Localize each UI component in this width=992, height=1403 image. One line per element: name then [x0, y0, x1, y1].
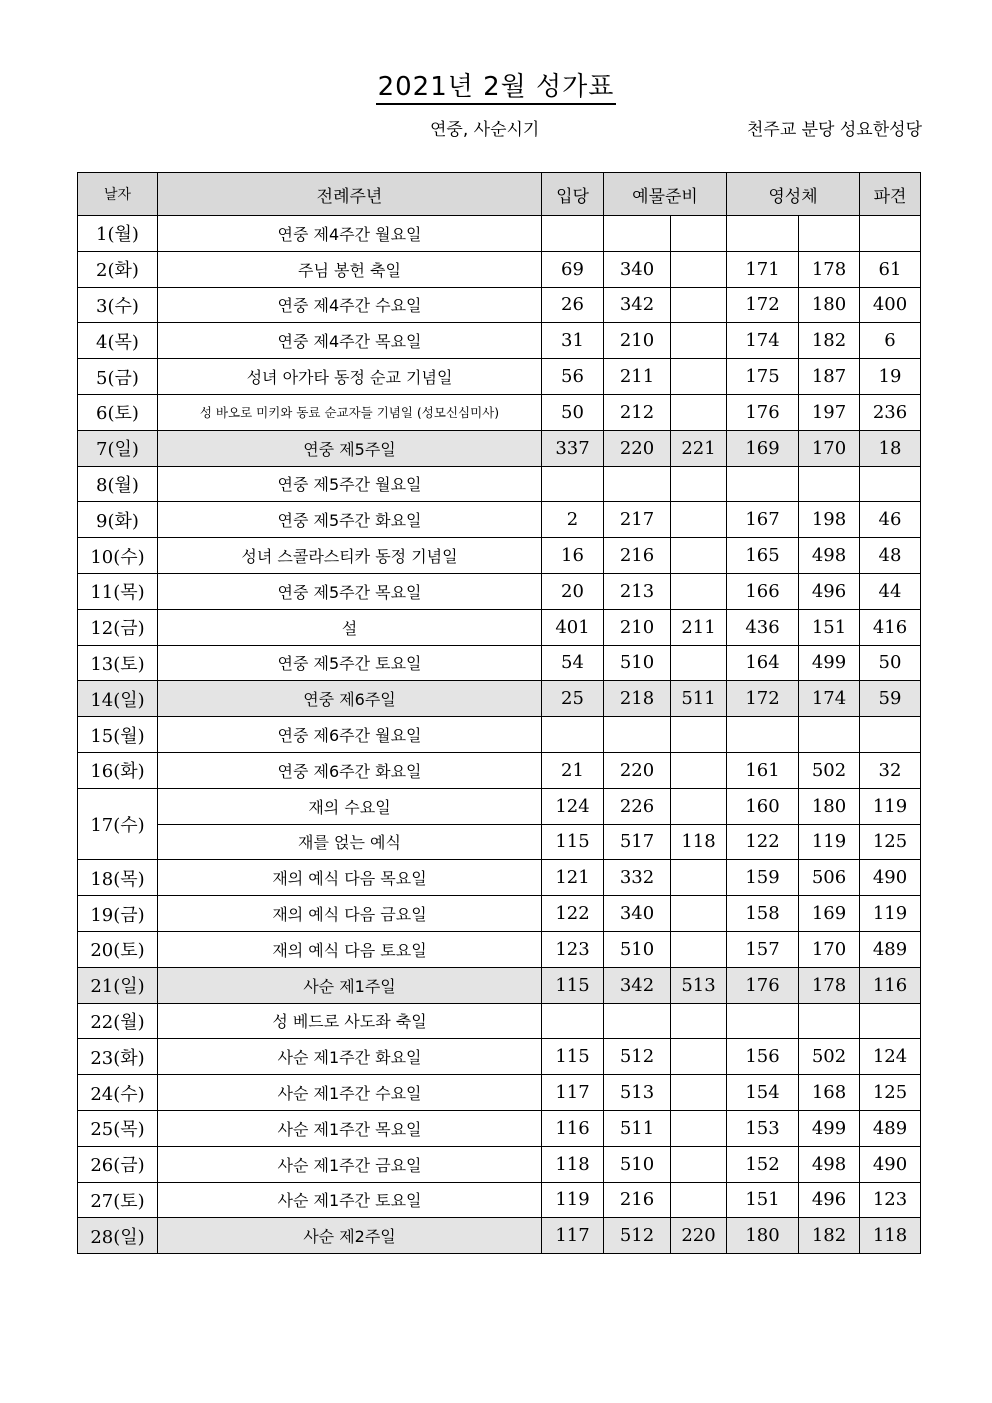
entrance-cell: 118 — [542, 1146, 604, 1182]
communion-cell: 167 — [727, 502, 799, 538]
dismissal-cell: 489 — [860, 931, 921, 967]
communion-cell: 502 — [799, 752, 860, 788]
entrance-cell: 117 — [542, 1218, 604, 1254]
dismissal-cell: 125 — [860, 1075, 921, 1111]
offertory-cell: 217 — [604, 502, 671, 538]
communion-cell: 151 — [799, 609, 860, 645]
dismissal-cell: 50 — [860, 645, 921, 681]
communion-cell: 159 — [727, 860, 799, 896]
offertory-cell — [671, 1110, 727, 1146]
offertory-cell — [671, 1075, 727, 1111]
liturgy-cell: 사순 제1주간 금요일 — [158, 1146, 542, 1182]
communion-cell — [727, 466, 799, 502]
entrance-cell: 123 — [542, 931, 604, 967]
offertory-cell — [671, 1182, 727, 1218]
parish-label: 천주교 분당 성요한성당 — [746, 120, 922, 140]
offertory-cell: 340 — [604, 251, 671, 287]
date-cell: 15(월) — [78, 717, 158, 753]
communion-cell — [799, 216, 860, 252]
offertory-cell — [604, 1003, 671, 1039]
offertory-cell: 211 — [671, 609, 727, 645]
offertory-cell — [671, 502, 727, 538]
offertory-cell — [671, 896, 727, 932]
communion-cell: 182 — [799, 1218, 860, 1254]
table-row — [78, 1110, 921, 1146]
offertory-cell: 118 — [671, 824, 727, 860]
liturgy-cell: 재의 예식 다음 목요일 — [158, 860, 542, 896]
header-dismissal: 파견 — [860, 173, 921, 216]
offertory-cell: 513 — [604, 1075, 671, 1111]
offertory-cell: 220 — [671, 1218, 727, 1254]
table-row — [78, 573, 921, 609]
communion-cell: 154 — [727, 1075, 799, 1111]
liturgy-cell: 연중 제4주간 수요일 — [158, 287, 542, 323]
offertory-cell: 332 — [604, 860, 671, 896]
communion-cell: 178 — [799, 251, 860, 287]
offertory-cell — [671, 1146, 727, 1182]
communion-cell: 119 — [799, 824, 860, 860]
header-communion: 영성체 — [727, 173, 860, 216]
communion-cell: 170 — [799, 430, 860, 466]
table-row — [78, 323, 921, 359]
communion-cell: 180 — [799, 788, 860, 824]
hymn-schedule-table — [77, 172, 921, 1254]
communion-cell: 161 — [727, 752, 799, 788]
liturgy-cell: 연중 제5주일 — [158, 430, 542, 466]
offertory-cell — [604, 466, 671, 502]
liturgy-cell: 설 — [158, 609, 542, 645]
offertory-cell: 221 — [671, 430, 727, 466]
communion-cell: 152 — [727, 1146, 799, 1182]
table-row — [78, 359, 921, 395]
offertory-cell — [671, 323, 727, 359]
date-cell: 23(화) — [78, 1039, 158, 1075]
dismissal-cell — [860, 717, 921, 753]
date-cell: 18(목) — [78, 860, 158, 896]
table-row — [78, 681, 921, 717]
communion-cell: 165 — [727, 538, 799, 574]
offertory-cell — [671, 466, 727, 502]
entrance-cell — [542, 717, 604, 753]
communion-cell: 172 — [727, 681, 799, 717]
schedule-body — [78, 216, 921, 1254]
table-row — [78, 466, 921, 502]
header-liturgy: 전례주년 — [158, 173, 542, 216]
communion-cell: 169 — [799, 896, 860, 932]
offertory-cell: 342 — [604, 287, 671, 323]
table-row — [78, 752, 921, 788]
table-row — [78, 896, 921, 932]
date-cell: 3(수) — [78, 287, 158, 323]
date-cell: 28(일) — [78, 1218, 158, 1254]
date-cell: 11(목) — [78, 573, 158, 609]
header-offertory: 예물준비 — [604, 173, 727, 216]
communion-cell: 502 — [799, 1039, 860, 1075]
table-row — [78, 645, 921, 681]
table-row — [78, 287, 921, 323]
liturgy-cell: 성녀 스콜라스티카 동정 기념일 — [158, 538, 542, 574]
communion-cell: 164 — [727, 645, 799, 681]
liturgy-cell: 사순 제1주일 — [158, 967, 542, 1003]
offertory-cell: 216 — [604, 538, 671, 574]
entrance-cell: 115 — [542, 967, 604, 1003]
liturgy-cell: 주님 봉헌 축일 — [158, 251, 542, 287]
communion-cell: 171 — [727, 251, 799, 287]
communion-cell: 498 — [799, 538, 860, 574]
offertory-cell: 212 — [604, 394, 671, 430]
entrance-cell: 2 — [542, 502, 604, 538]
communion-cell: 496 — [799, 573, 860, 609]
entrance-cell: 54 — [542, 645, 604, 681]
date-cell: 7(일) — [78, 430, 158, 466]
title-text: 2021년 2월 성가표 — [376, 72, 617, 105]
date-cell: 10(수) — [78, 538, 158, 574]
table-row — [78, 251, 921, 287]
offertory-cell: 517 — [604, 824, 671, 860]
date-cell: 5(금) — [78, 359, 158, 395]
dismissal-cell: 400 — [860, 287, 921, 323]
communion-cell — [799, 1003, 860, 1039]
table-row — [78, 1075, 921, 1111]
communion-cell: 176 — [727, 967, 799, 1003]
offertory-cell — [671, 717, 727, 753]
liturgy-cell: 연중 제4주간 월요일 — [158, 216, 542, 252]
dismissal-cell: 119 — [860, 788, 921, 824]
entrance-cell: 21 — [542, 752, 604, 788]
entrance-cell: 119 — [542, 1182, 604, 1218]
offertory-cell: 512 — [604, 1039, 671, 1075]
dismissal-cell: 18 — [860, 430, 921, 466]
entrance-cell: 25 — [542, 681, 604, 717]
dismissal-cell: 46 — [860, 502, 921, 538]
liturgy-cell: 성 베드로 사도좌 축일 — [158, 1003, 542, 1039]
communion-cell: 176 — [727, 394, 799, 430]
communion-cell: 151 — [727, 1182, 799, 1218]
date-cell: 8(월) — [78, 466, 158, 502]
offertory-cell: 213 — [604, 573, 671, 609]
offertory-cell — [671, 1039, 727, 1075]
date-cell: 17(수) — [78, 788, 158, 860]
offertory-cell: 220 — [604, 430, 671, 466]
date-cell: 14(일) — [78, 681, 158, 717]
offertory-cell: 512 — [604, 1218, 671, 1254]
liturgy-cell: 사순 제1주간 목요일 — [158, 1110, 542, 1146]
date-cell: 1(월) — [78, 216, 158, 252]
entrance-cell: 121 — [542, 860, 604, 896]
communion-cell: 174 — [727, 323, 799, 359]
entrance-cell: 337 — [542, 430, 604, 466]
offertory-cell — [671, 216, 727, 252]
offertory-cell — [671, 860, 727, 896]
communion-cell: 180 — [799, 287, 860, 323]
table-row — [78, 931, 921, 967]
communion-cell — [727, 1003, 799, 1039]
entrance-cell: 116 — [542, 1110, 604, 1146]
liturgy-cell: 사순 제1주간 화요일 — [158, 1039, 542, 1075]
liturgy-cell: 재의 예식 다음 금요일 — [158, 896, 542, 932]
table-row — [78, 717, 921, 753]
table-row — [78, 1003, 921, 1039]
table-row — [78, 538, 921, 574]
dismissal-cell: 59 — [860, 681, 921, 717]
table-row — [78, 502, 921, 538]
season-label: 연중, 사순시기 — [430, 120, 540, 140]
date-cell: 2(화) — [78, 251, 158, 287]
dismissal-cell: 125 — [860, 824, 921, 860]
table-row — [78, 860, 921, 896]
table-row — [78, 824, 921, 860]
communion-cell: 175 — [727, 359, 799, 395]
communion-cell: 170 — [799, 931, 860, 967]
date-cell: 25(목) — [78, 1110, 158, 1146]
table-row — [78, 216, 921, 252]
dismissal-cell: 124 — [860, 1039, 921, 1075]
offertory-cell — [671, 538, 727, 574]
communion-cell — [799, 717, 860, 753]
offertory-cell — [671, 788, 727, 824]
offertory-cell — [671, 752, 727, 788]
communion-cell: 496 — [799, 1182, 860, 1218]
table-row — [78, 609, 921, 645]
table-row — [78, 788, 921, 824]
liturgy-cell: 연중 제4주간 목요일 — [158, 323, 542, 359]
offertory-cell: 511 — [671, 681, 727, 717]
communion-cell: 506 — [799, 860, 860, 896]
dismissal-cell: 44 — [860, 573, 921, 609]
entrance-cell: 56 — [542, 359, 604, 395]
dismissal-cell: 32 — [860, 752, 921, 788]
dismissal-cell: 116 — [860, 967, 921, 1003]
dismissal-cell: 19 — [860, 359, 921, 395]
entrance-cell: 115 — [542, 824, 604, 860]
dismissal-cell — [860, 466, 921, 502]
entrance-cell: 26 — [542, 287, 604, 323]
communion-cell: 166 — [727, 573, 799, 609]
communion-cell: 499 — [799, 645, 860, 681]
header-date: 날자 — [78, 173, 158, 216]
offertory-cell: 511 — [604, 1110, 671, 1146]
dismissal-cell: 119 — [860, 896, 921, 932]
header-row — [78, 173, 921, 216]
communion-cell: 156 — [727, 1039, 799, 1075]
liturgy-cell: 연중 제6주간 월요일 — [158, 717, 542, 753]
date-cell: 24(수) — [78, 1075, 158, 1111]
offertory-cell: 210 — [604, 323, 671, 359]
communion-cell: 174 — [799, 681, 860, 717]
communion-cell: 499 — [799, 1110, 860, 1146]
page-title — [0, 66, 992, 103]
communion-cell: 182 — [799, 323, 860, 359]
offertory-cell: 342 — [604, 967, 671, 1003]
date-cell: 21(일) — [78, 967, 158, 1003]
dismissal-cell — [860, 216, 921, 252]
entrance-cell: 50 — [542, 394, 604, 430]
communion-cell: 122 — [727, 824, 799, 860]
liturgy-cell: 사순 제1주간 수요일 — [158, 1075, 542, 1111]
liturgy-cell: 재의 수요일 — [158, 788, 542, 824]
offertory-cell: 218 — [604, 681, 671, 717]
entrance-cell — [542, 216, 604, 252]
dismissal-cell: 236 — [860, 394, 921, 430]
entrance-cell: 31 — [542, 323, 604, 359]
communion-cell: 198 — [799, 502, 860, 538]
dismissal-cell: 118 — [860, 1218, 921, 1254]
liturgy-cell: 성녀 아가타 동정 순교 기념일 — [158, 359, 542, 395]
entrance-cell: 124 — [542, 788, 604, 824]
offertory-cell — [671, 394, 727, 430]
offertory-cell — [671, 1003, 727, 1039]
table-row — [78, 430, 921, 466]
communion-cell: 498 — [799, 1146, 860, 1182]
liturgy-cell: 사순 제1주간 토요일 — [158, 1182, 542, 1218]
offertory-cell: 510 — [604, 1146, 671, 1182]
offertory-cell: 226 — [604, 788, 671, 824]
liturgy-cell: 연중 제5주간 목요일 — [158, 573, 542, 609]
offertory-cell — [604, 216, 671, 252]
liturgy-cell: 연중 제5주간 월요일 — [158, 466, 542, 502]
date-cell: 26(금) — [78, 1146, 158, 1182]
header-entrance: 입당 — [542, 173, 604, 216]
entrance-cell: 20 — [542, 573, 604, 609]
communion-cell: 158 — [727, 896, 799, 932]
entrance-cell — [542, 466, 604, 502]
entrance-cell — [542, 1003, 604, 1039]
liturgy-cell: 연중 제5주간 화요일 — [158, 502, 542, 538]
dismissal-cell: 61 — [860, 251, 921, 287]
table-row — [78, 1182, 921, 1218]
date-cell: 20(토) — [78, 931, 158, 967]
entrance-cell: 16 — [542, 538, 604, 574]
date-cell: 9(화) — [78, 502, 158, 538]
liturgy-cell: 재를 얹는 예식 — [158, 824, 542, 860]
table-row — [78, 1146, 921, 1182]
communion-cell — [799, 466, 860, 502]
dismissal-cell: 123 — [860, 1182, 921, 1218]
entrance-cell: 117 — [542, 1075, 604, 1111]
offertory-cell — [671, 287, 727, 323]
offertory-cell: 210 — [604, 609, 671, 645]
communion-cell: 160 — [727, 788, 799, 824]
communion-cell: 169 — [727, 430, 799, 466]
offertory-cell — [671, 573, 727, 609]
offertory-cell: 216 — [604, 1182, 671, 1218]
dismissal-cell: 48 — [860, 538, 921, 574]
table-row — [78, 967, 921, 1003]
liturgy-cell: 연중 제6주일 — [158, 681, 542, 717]
communion-cell: 197 — [799, 394, 860, 430]
communion-cell: 187 — [799, 359, 860, 395]
offertory-cell: 510 — [604, 931, 671, 967]
communion-cell: 153 — [727, 1110, 799, 1146]
liturgy-cell: 재의 예식 다음 토요일 — [158, 931, 542, 967]
dismissal-cell: 6 — [860, 323, 921, 359]
offertory-cell: 340 — [604, 896, 671, 932]
dismissal-cell — [860, 1003, 921, 1039]
date-cell: 16(화) — [78, 752, 158, 788]
table-row — [78, 1218, 921, 1254]
date-cell: 27(토) — [78, 1182, 158, 1218]
entrance-cell: 69 — [542, 251, 604, 287]
date-cell: 4(목) — [78, 323, 158, 359]
communion-cell: 178 — [799, 967, 860, 1003]
offertory-cell — [671, 359, 727, 395]
communion-cell — [727, 717, 799, 753]
communion-cell — [727, 216, 799, 252]
entrance-cell: 401 — [542, 609, 604, 645]
table-row — [78, 394, 921, 430]
communion-cell: 436 — [727, 609, 799, 645]
date-cell: 6(토) — [78, 394, 158, 430]
dismissal-cell: 416 — [860, 609, 921, 645]
dismissal-cell: 490 — [860, 860, 921, 896]
offertory-cell — [671, 251, 727, 287]
table-row — [78, 1039, 921, 1075]
dismissal-cell: 490 — [860, 1146, 921, 1182]
date-cell: 13(토) — [78, 645, 158, 681]
entrance-cell: 122 — [542, 896, 604, 932]
offertory-cell: 220 — [604, 752, 671, 788]
communion-cell: 168 — [799, 1075, 860, 1111]
offertory-cell — [671, 645, 727, 681]
liturgy-cell: 성 바오로 미키와 동료 순교자들 기념일 (성모신심미사) — [158, 394, 542, 430]
communion-cell: 172 — [727, 287, 799, 323]
offertory-cell — [604, 717, 671, 753]
offertory-cell — [671, 931, 727, 967]
date-cell: 22(월) — [78, 1003, 158, 1039]
offertory-cell: 211 — [604, 359, 671, 395]
liturgy-cell: 연중 제6주간 화요일 — [158, 752, 542, 788]
date-cell: 12(금) — [78, 609, 158, 645]
date-cell: 19(금) — [78, 896, 158, 932]
offertory-cell: 510 — [604, 645, 671, 681]
liturgy-cell: 사순 제2주일 — [158, 1218, 542, 1254]
entrance-cell: 115 — [542, 1039, 604, 1075]
dismissal-cell: 489 — [860, 1110, 921, 1146]
offertory-cell: 513 — [671, 967, 727, 1003]
communion-cell: 180 — [727, 1218, 799, 1254]
liturgy-cell: 연중 제5주간 토요일 — [158, 645, 542, 681]
communion-cell: 157 — [727, 931, 799, 967]
